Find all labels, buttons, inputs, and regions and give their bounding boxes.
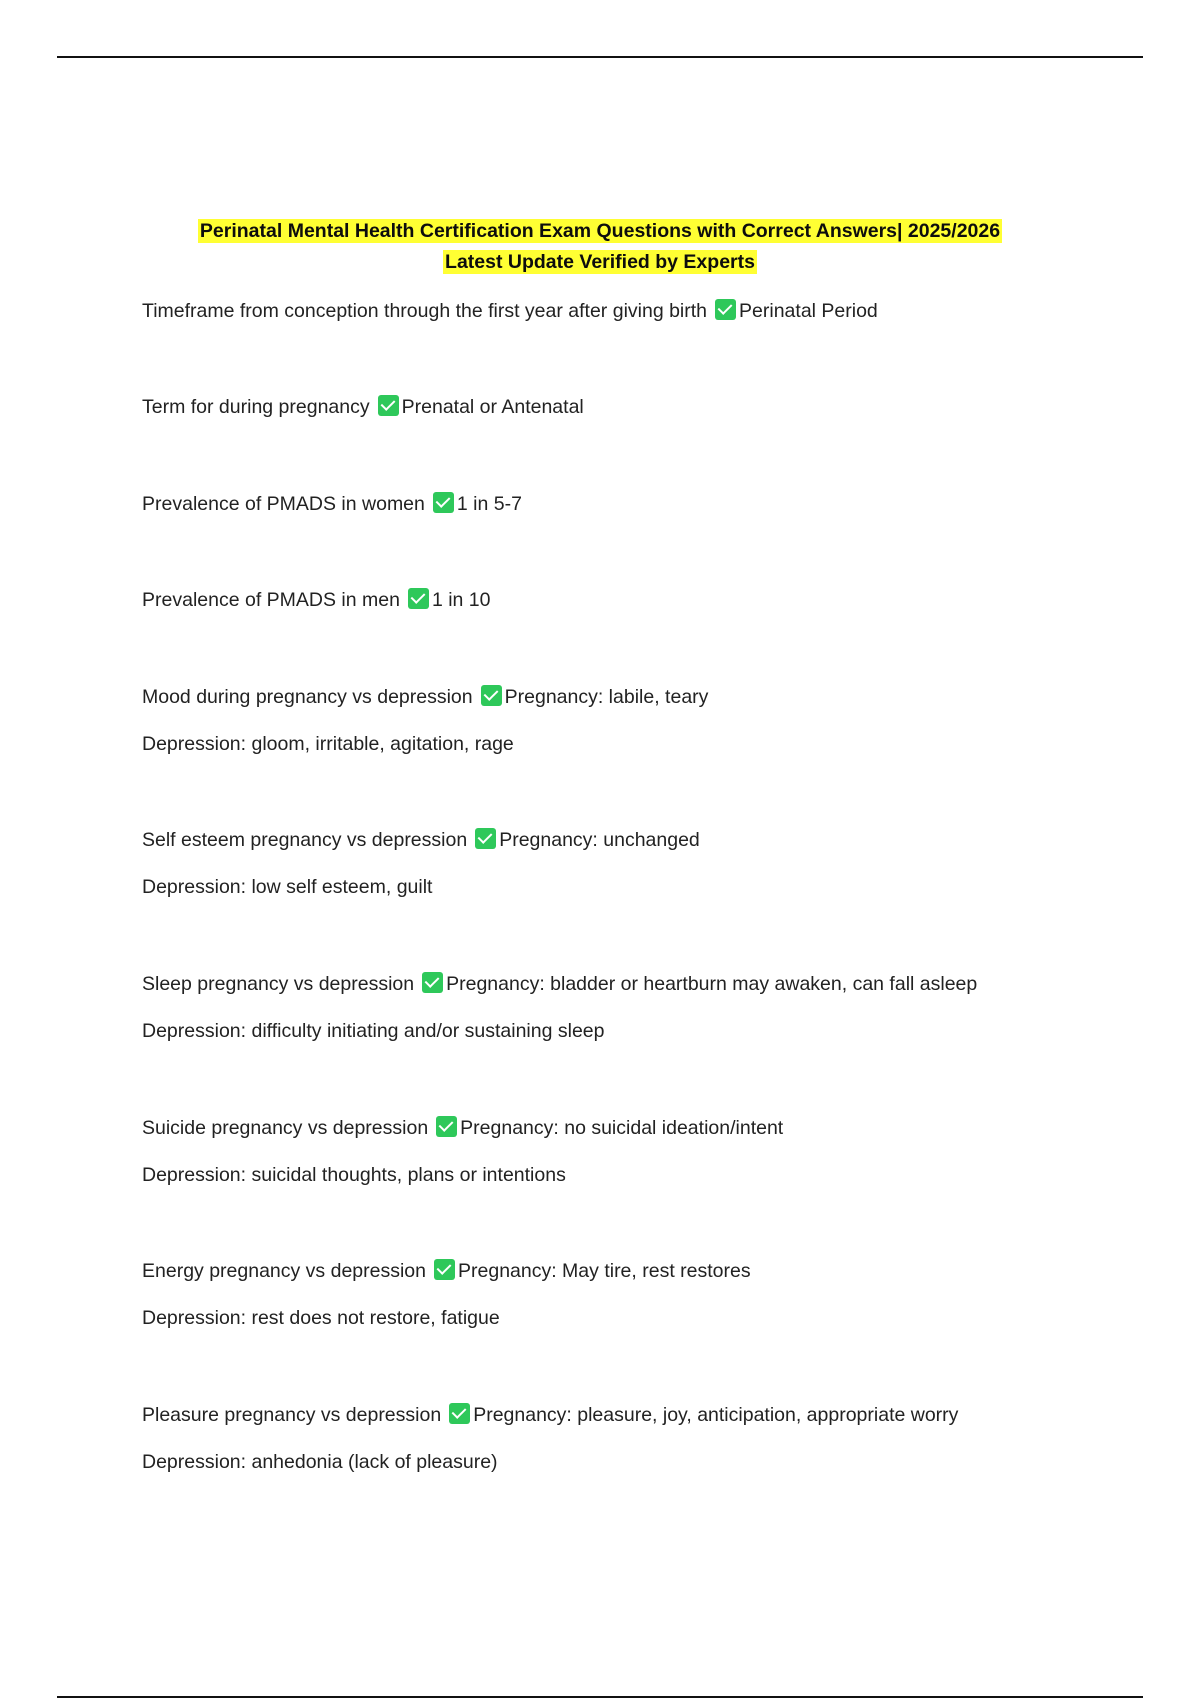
answer-text: 1 in 10 <box>431 589 491 611</box>
answer-continuation: Depression: difficulty initiating and/or sustaining sleep <box>142 1020 605 1042</box>
question-text: Mood during pregnancy vs depression <box>142 686 473 708</box>
check-mark-icon <box>481 685 502 706</box>
check-mark-icon <box>422 972 443 993</box>
qa-item <box>142 588 1102 612</box>
answer-continuation: Depression: rest does not restore, fatigue <box>142 1307 500 1329</box>
qa-item <box>142 828 1102 899</box>
check-mark-icon <box>378 395 399 416</box>
check-mark-icon <box>715 299 736 320</box>
qa-item <box>142 1259 1102 1330</box>
question-text: Sleep pregnancy vs depression <box>142 973 415 995</box>
answer-text: Pregnancy: bladder or heartburn may awaken, can fall asleep <box>446 973 978 995</box>
answer-text: Perinatal Period <box>739 300 878 322</box>
check-mark-icon <box>475 828 496 849</box>
title-line-2: Latest Update Verified by Experts <box>445 251 755 273</box>
question-text: Prevalence of PMADS in men <box>142 589 400 611</box>
check-mark-icon <box>449 1403 470 1424</box>
check-mark-icon <box>436 1116 457 1137</box>
question-text: Suicide pregnancy vs depression <box>142 1117 429 1139</box>
check-mark-icon <box>408 588 429 609</box>
answer-continuation: Depression: low self esteem, guilt <box>142 876 433 898</box>
question-text: Timeframe from conception through the first year after giving birth <box>142 300 708 322</box>
qa-item <box>142 1403 1102 1474</box>
question-text: Energy pregnancy vs depression <box>142 1260 426 1282</box>
answer-text: 1 in 5-7 <box>456 493 522 515</box>
answer-text: Pregnancy: no suicidal ideation/intent <box>460 1117 784 1139</box>
answer-text: Pregnancy: May tire, rest restores <box>458 1260 751 1282</box>
answer-continuation: Depression: anhedonia (lack of pleasure) <box>142 1451 498 1473</box>
answer-text: Pregnancy: pleasure, joy, anticipation, appropriate worry <box>473 1404 959 1426</box>
answer-continuation: Depression: gloom, irritable, agitation, rage <box>142 733 514 755</box>
footer-rule <box>57 1696 1143 1698</box>
qa-item <box>142 972 1102 1043</box>
qa-item <box>142 685 1102 756</box>
document-title <box>142 216 1058 278</box>
answer-text: Prenatal or Antenatal <box>401 396 584 418</box>
header-rule <box>57 56 1143 58</box>
answer-text: Pregnancy: unchanged <box>499 829 700 851</box>
title-line-1: Perinatal Mental Health Certification Exam Questions with Correct Answers| 2025/2026 <box>199 220 1001 242</box>
answer-text: Pregnancy: labile, teary <box>504 686 709 708</box>
answer-continuation: Depression: suicidal thoughts, plans or intentions <box>142 1164 566 1186</box>
qa-item <box>142 1116 1102 1187</box>
question-text: Pleasure pregnancy vs depression <box>142 1404 442 1426</box>
question-text: Prevalence of PMADS in women <box>142 493 425 515</box>
question-text: Self esteem pregnancy vs depression <box>142 829 468 851</box>
check-mark-icon <box>433 492 454 513</box>
check-mark-icon <box>434 1259 455 1280</box>
qa-item <box>142 299 1102 323</box>
question-text: Term for during pregnancy <box>142 396 370 418</box>
qa-item <box>142 492 1102 516</box>
qa-item <box>142 395 1102 419</box>
